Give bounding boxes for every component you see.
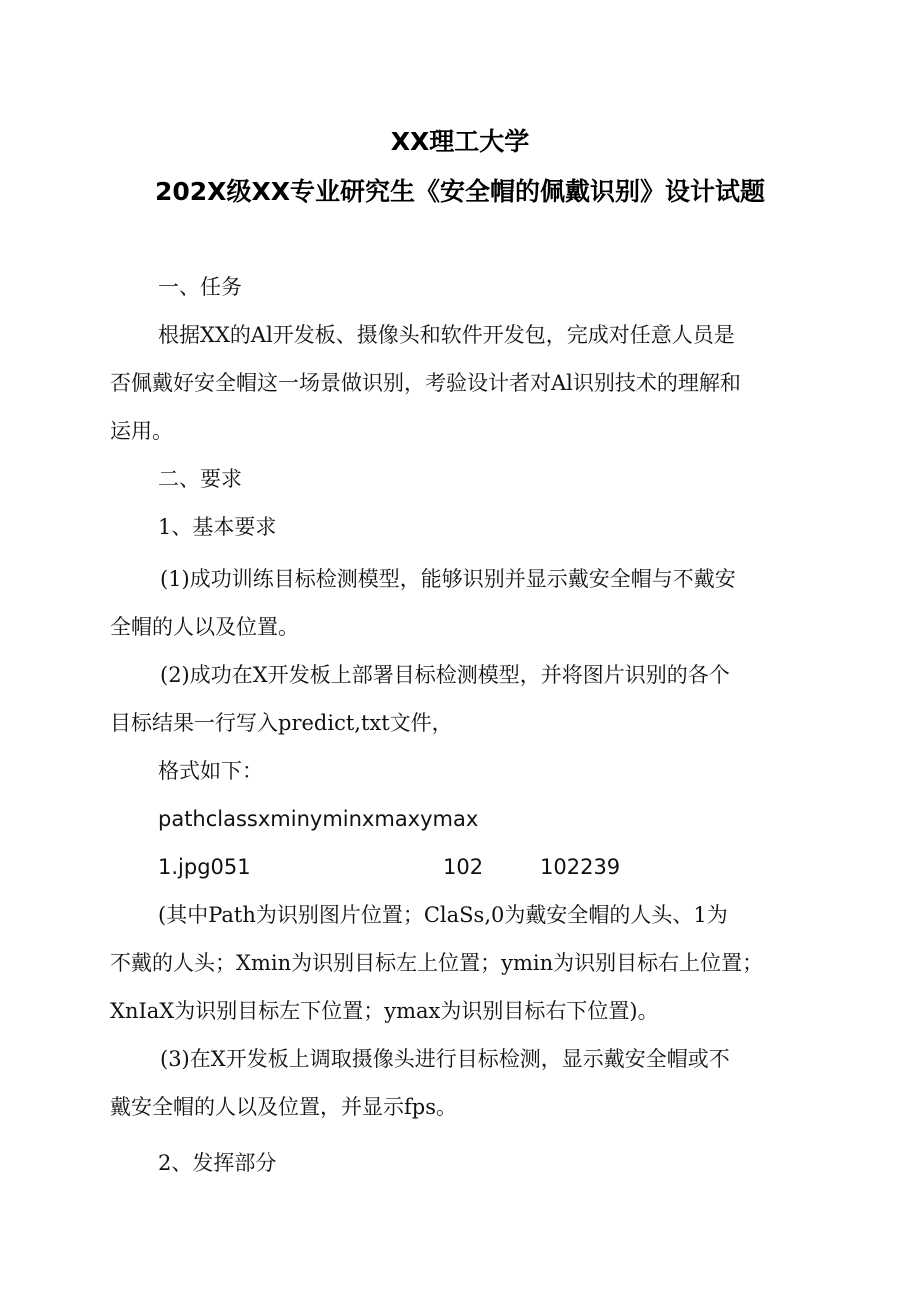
paragraph-line: 戴安全帽的人以及位置，并显示fps。 bbox=[110, 1095, 457, 1119]
paragraph-line: (1)成功训练目标检测模型，能够识别并显示戴安全帽与不戴安 bbox=[160, 567, 736, 591]
document-title: XX理工大学 bbox=[390, 127, 530, 156]
paragraph-line: 根据XX的Al开发板、摄像头和软件开发包，完成对任意人员是 bbox=[158, 323, 735, 347]
paragraph-line: (3)在X开发板上调取摄像头进行目标检测，显示戴安全帽或不 bbox=[160, 1047, 730, 1071]
format-label: 格式如下： bbox=[158, 759, 263, 783]
format-header: pathclassxminyminxmaxymax bbox=[158, 807, 479, 831]
paragraph-line: 全帽的人以及位置。 bbox=[110, 615, 299, 639]
format-example-col3: 102239 bbox=[540, 855, 621, 879]
paragraph-line: 目标结果一行写入predict,txt文件， bbox=[110, 711, 453, 735]
paragraph-line: (2)成功在X开发板上部署目标检测模型，并将图片识别的各个 bbox=[160, 663, 730, 687]
format-example-col2: 102 bbox=[443, 855, 484, 879]
paragraph-line: 运用。 bbox=[110, 419, 173, 443]
format-example-col1: 1.jpg051 bbox=[158, 855, 251, 879]
section-heading-requirements: 二、要求 bbox=[158, 467, 242, 491]
document-subtitle: 202X级XX专业研究生《安全帽的佩戴识别》设计试题 bbox=[154, 177, 765, 206]
paragraph-line: XnIaX为识别目标左下位置；ymax为识别目标右下位置)。 bbox=[110, 999, 659, 1023]
paragraph-line: 不戴的人头；Xmin为识别目标左上位置；ymin为识别目标右上位置； bbox=[110, 951, 764, 975]
paragraph-line: (其中Path为识别图片位置；ClaSs,0为戴安全帽的人头、1为 bbox=[158, 903, 728, 927]
section-heading-task: 一、任务 bbox=[158, 275, 242, 299]
subsection-heading-basic: 1、基本要求 bbox=[158, 515, 277, 539]
paragraph-line: 否佩戴好安全帽这一场景做识别，考验设计者对Al识别技术的理解和 bbox=[110, 371, 741, 395]
subsection-heading-extension: 2、发挥部分 bbox=[158, 1151, 277, 1175]
